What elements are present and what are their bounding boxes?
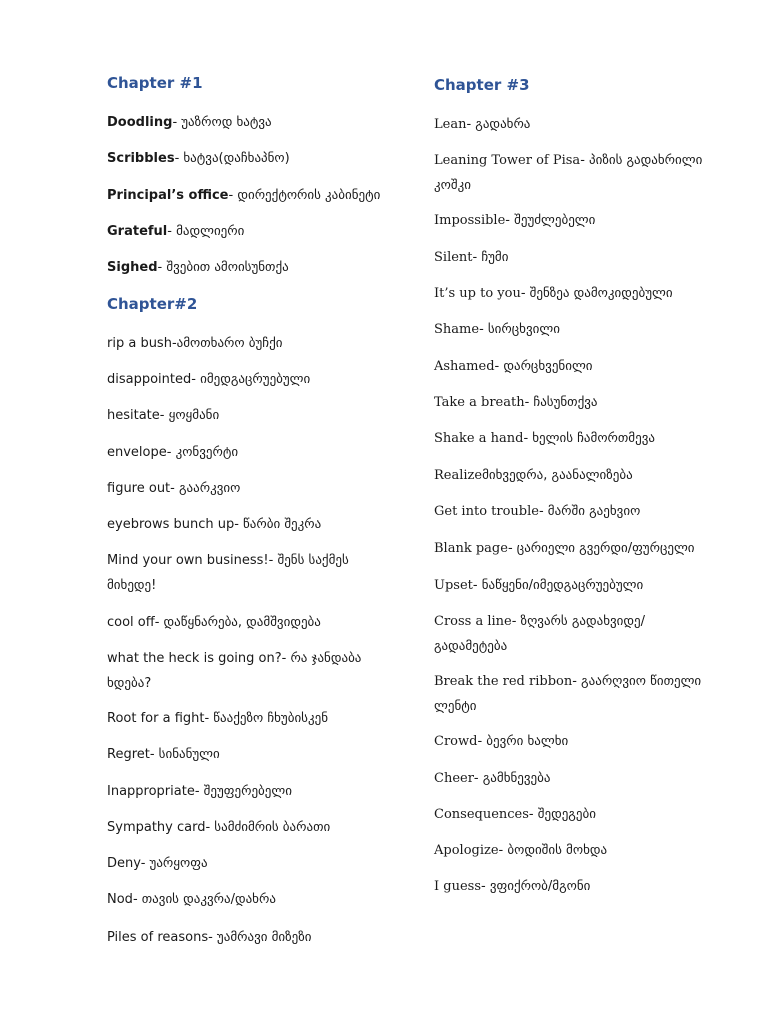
vocab-entry: cool off- დაწყნარება, დამშვიდება [107, 615, 321, 630]
vocab-entry: Piles of reasons- უამრავი მიზეზი [107, 930, 312, 945]
vocab-entry: Apologize- ბოდიშის მოხდა [434, 843, 608, 858]
vocab-entry: hesitate- ყოყმანი [107, 408, 220, 423]
vocab-entry: Consequences- შედეგები [434, 807, 596, 822]
vocab-entry: rip a bush-ამოთხარო ბუჩქი [107, 336, 283, 351]
vocab-entry: Principal’s office- დირექტორის კაბინეტი [107, 188, 381, 203]
vocab-entry: Realizeმიხვედრა, გაანალიზება [434, 468, 633, 483]
vocab-entry: Silent- ჩუმი [434, 250, 509, 265]
vocab-entry: Take a breath- ჩასუნთქვა [434, 395, 598, 410]
vocab-entry: what the heck is going on?- რა ჯანდაბა ხდება? [107, 651, 362, 691]
chapter-2-heading: Chapter#2 [107, 295, 198, 313]
vocab-entry: Ashamed- დარცხვენილი [434, 359, 593, 374]
vocab-entry: Nod- თავის დაკვრა/დახრა [107, 892, 276, 907]
vocab-entry: Scribbles- ხატვა(დაჩხაპნო) [107, 151, 290, 166]
vocab-entry: It’s up to you- შენზეა დამოკიდებული [434, 286, 673, 301]
vocab-entry: Crowd- ბევრი ხალხი [434, 734, 569, 749]
vocab-entry: Inappropriate- შეუფერებელი [107, 784, 292, 799]
vocab-entry: Upset- ნაწყენი/იმედგაცრუებული [434, 578, 644, 593]
chapter-3-heading: Chapter #3 [434, 76, 530, 94]
vocab-entry: Lean- გადახრა [434, 117, 531, 132]
vocab-entry: Shake a hand- ხელის ჩამორთმევა [434, 431, 655, 446]
vocab-entry: I guess- ვფიქრობ/მგონი [434, 879, 591, 894]
vocab-entry: Sympathy card- სამძიმრის ბარათი [107, 820, 331, 835]
vocab-entry: Deny- უარყოფა [107, 856, 208, 871]
vocab-entry: Leaning Tower of Pisa- პიზის გადახრილი კოშკი [434, 153, 703, 193]
vocab-entry: Sighed- შვებით ამოისუნთქა [107, 260, 289, 275]
vocab-entry: Grateful- მადლიერი [107, 224, 245, 239]
vocab-entry: Cheer- გამხნევება [434, 771, 551, 786]
vocab-entry: Get into trouble- მარში გაეხვიო [434, 504, 641, 519]
chapter-1-heading: Chapter #1 [107, 74, 203, 92]
vocab-entry: Blank page- ცარიელი გვერდი/ფურცელი [434, 541, 695, 556]
vocab-entry: Root for a fight- წააქეზო ჩხუბისკენ [107, 711, 329, 726]
vocab-entry: Cross a line- ზღვარს გადახვიდე/გადამეტება [434, 614, 646, 654]
vocab-entry: Break the red ribbon- გაარღვიო წითელი ლენტი [434, 674, 702, 714]
vocab-entry: Impossible- შეუძლებელი [434, 213, 596, 228]
vocab-entry: Shame- სირცხვილი [434, 322, 560, 337]
vocab-entry: Doodling- უაზროდ ხატვა [107, 115, 272, 130]
vocab-entry: eyebrows bunch up- წარბი შეკრა [107, 517, 322, 532]
vocab-entry: envelope- კონვერტი [107, 445, 239, 460]
vocab-entry: disappointed- იმედგაცრუებული [107, 372, 311, 387]
vocab-entry: Regret- სინანული [107, 747, 220, 762]
vocab-entry: figure out- გაარკვიო [107, 481, 241, 496]
vocab-entry: Mind your own business!- შენს საქმეს მიხედე! [107, 553, 349, 593]
